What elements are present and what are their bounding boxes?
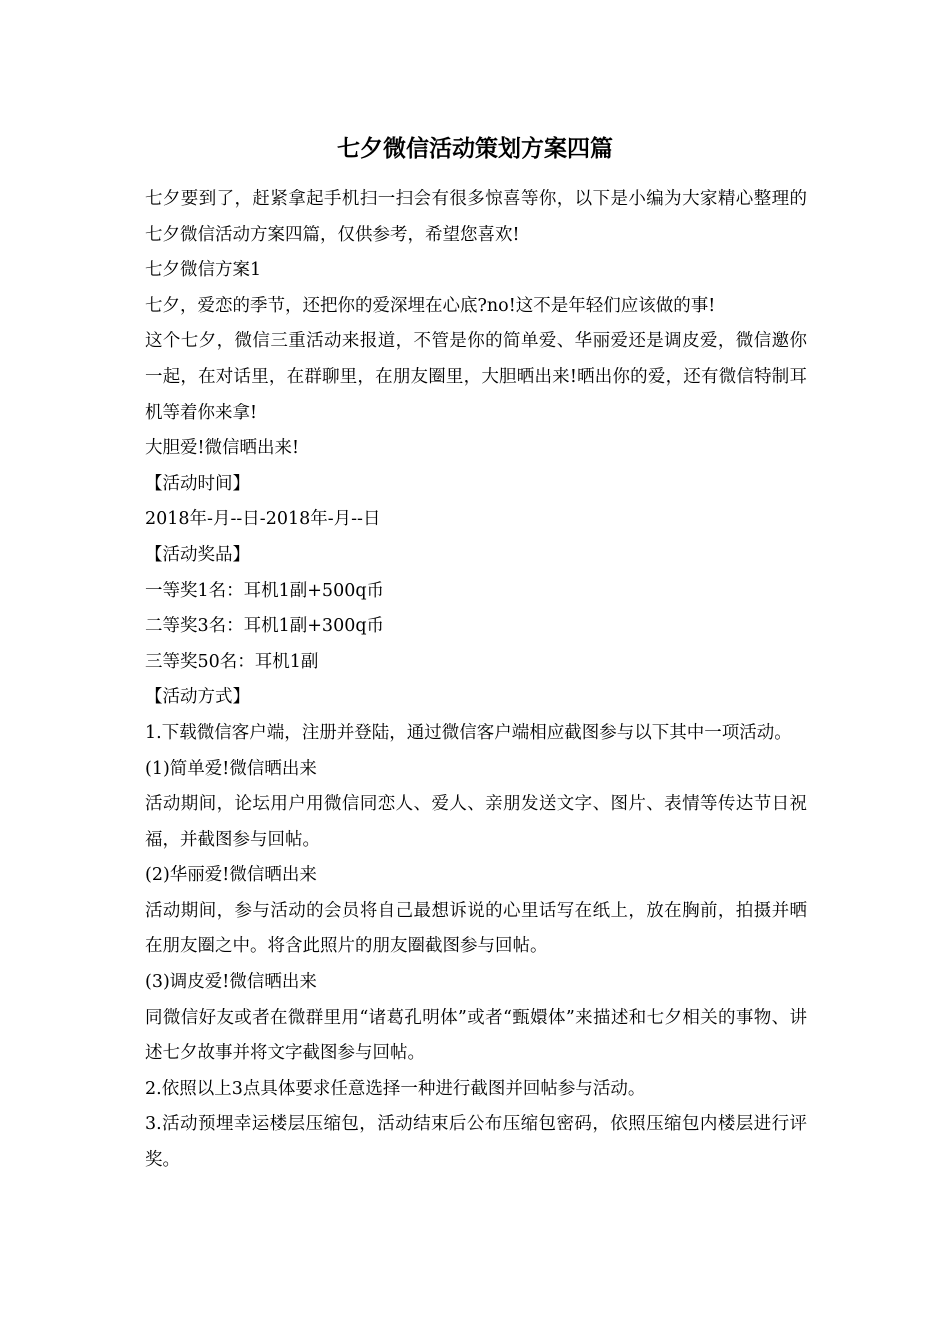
body-paragraph: 七夕，爱恋的季节，还把你的爱深埋在心底?no!这不是年轻们应该做的事! bbox=[145, 295, 716, 316]
option-heading-1: (1)简单爱!微信晒出来 bbox=[145, 758, 317, 779]
subheading-activity-method: 【活动方式】 bbox=[145, 687, 250, 708]
slogan-line: 大胆爱!微信晒出来! bbox=[145, 438, 300, 459]
subheading-activity-time: 【活动时间】 bbox=[145, 473, 250, 494]
option-heading-2: (2)华丽爱!微信晒出来 bbox=[145, 865, 317, 886]
prize-second: 二等奖3名：耳机1副+300q币 bbox=[145, 616, 385, 637]
option-description-3: 同微信好友或者在微群里用“诸葛孔明体”或者“甄嬛体”来描述和七夕相关的事物、讲述七夕故事并将文字截图参与回帖。 bbox=[145, 1007, 807, 1064]
method-step-1: 1.下载微信客户端，注册并登陆，通过微信客户端相应截图参与以下其中一项活动。 bbox=[145, 722, 792, 743]
section-heading: 七夕微信方案1 bbox=[145, 260, 262, 281]
body-paragraph: 这个七夕，微信三重活动来报道，不管是你的简单爱、华丽爱还是调皮爱，微信邀你一起，在对话里，在群聊里，在朋友圈里，大胆晒出来!晒出你的爱，还有微信特制耳机等着你来拿! bbox=[145, 331, 807, 423]
subheading-activity-prizes: 【活动奖品】 bbox=[145, 544, 250, 565]
option-heading-3: (3)调皮爱!微信晒出来 bbox=[145, 972, 317, 993]
activity-time-value: 2018年-月--日-2018年-月--日 bbox=[145, 509, 381, 530]
method-step-3: 3.活动预埋幸运楼层压缩包，活动结束后公布压缩包密码，依照压缩包内楼层进行评奖。 bbox=[145, 1114, 807, 1171]
option-description-1: 活动期间，论坛用户用微信同恋人、爱人、亲朋发送文字、图片、表情等传达节日祝福，并截图参与回帖。 bbox=[145, 794, 807, 850]
prize-third: 三等奖50名：耳机1副 bbox=[145, 651, 319, 672]
document-body bbox=[145, 182, 807, 1179]
intro-paragraph: 七夕要到了，赶紧拿起手机扫一扫会有很多惊喜等你，以下是小编为大家精心整理的七夕微信活动方案四篇，仅供参考，希望您喜欢! bbox=[145, 189, 807, 245]
option-description-2: 活动期间，参与活动的会员将自己最想诉说的心里话写在纸上，放在胸前，拍摄并晒在朋友圈之中。将含此照片的朋友圈截图参与回帖。 bbox=[145, 900, 807, 957]
method-step-2: 2.依照以上3点具体要求任意选择一种进行截图并回帖参与活动。 bbox=[145, 1078, 646, 1099]
prize-first: 一等奖1名：耳机1副+500q币 bbox=[145, 580, 385, 601]
document-title: 七夕微信活动策划方案四篇 bbox=[337, 136, 613, 162]
